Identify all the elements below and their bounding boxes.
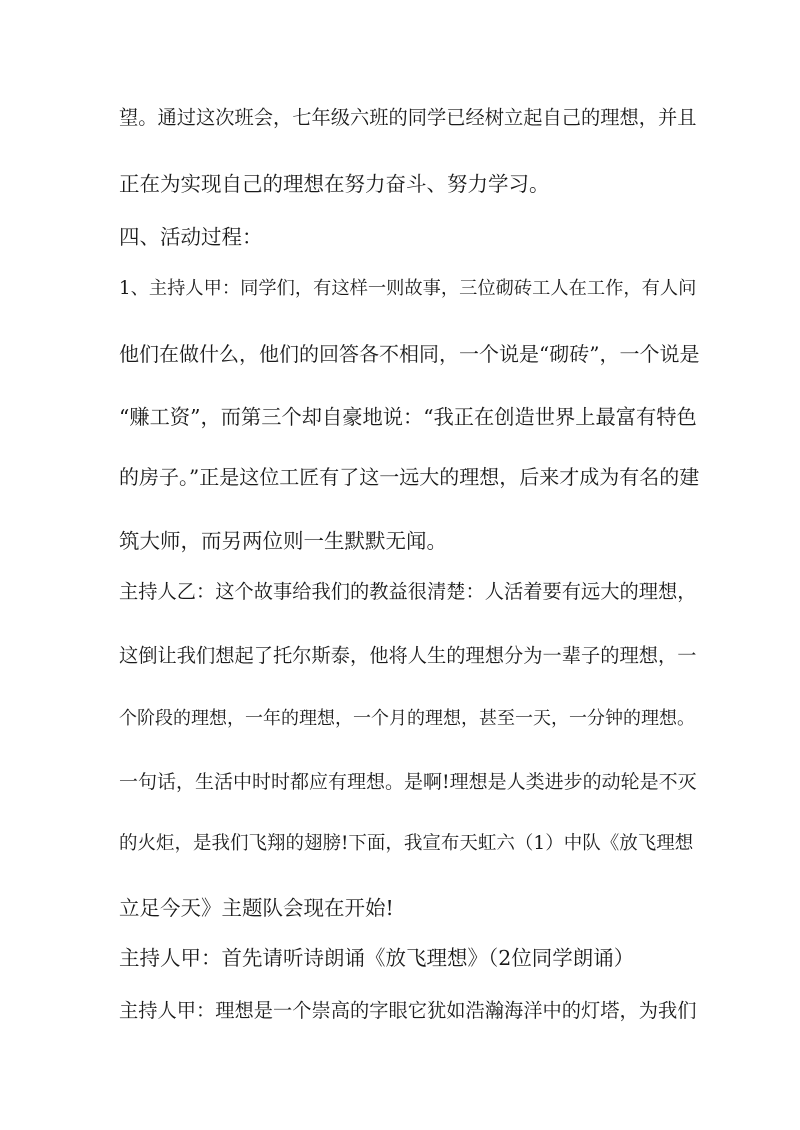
section-heading: 四、活动过程： [119,225,263,249]
text-line: 望。通过这次班会，七年级六班的同学已经树立起自己的理想，并且 [119,106,697,129]
text-line: 一句话，生活中时时都应有理想。是啊!理想是人类进步的动轮是不灭 [119,771,697,793]
text-line: 主持人乙：这个故事给我们的教益很清楚：人活着要有远大的理想， [119,580,697,603]
text-line: 个阶段的理想，一年的理想，一个月的理想，甚至一天，一分钟的理想。 [119,708,695,729]
text-line: 的房子。”正是这位工匠有了这一远大的理想，后来才成为有名的建 [119,465,700,489]
text-line: 他们在做什么，他们的回答各不相同，一个说是“砌砖”，一个说是 [119,342,700,366]
text-line: 立足今天》主题队会现在开始! [119,896,394,920]
text-line: “赚工资”，而第三个却自豪地说：“我正在创造世界上最富有特色 [119,405,697,429]
text-line: 1、主持人甲：同学们，有这样一则故事，三位砌砖工人在工作，有人问 [119,278,697,299]
text-line: 主持人甲：理想是一个崇高的字眼它犹如浩瀚海洋中的灯塔，为我们 [119,999,697,1022]
text-line: 主持人甲：首先请听诗朗诵《放飞理想》（2位同学朗诵） [119,946,635,970]
text-line: 正在为实现自己的理想在努力奋斗、努力学习。 [119,172,550,196]
text-line: 这倒让我们想起了托尔斯泰，他将人生的理想分为一辈子的理想，一 [119,644,697,667]
text-line: 的火炬，是我们飞翔的翅膀!下面，我宣布天虹六（1）中队《放飞理想 [119,833,694,854]
text-line: 筑大师，而另两位则一生默默无闻。 [119,529,447,553]
